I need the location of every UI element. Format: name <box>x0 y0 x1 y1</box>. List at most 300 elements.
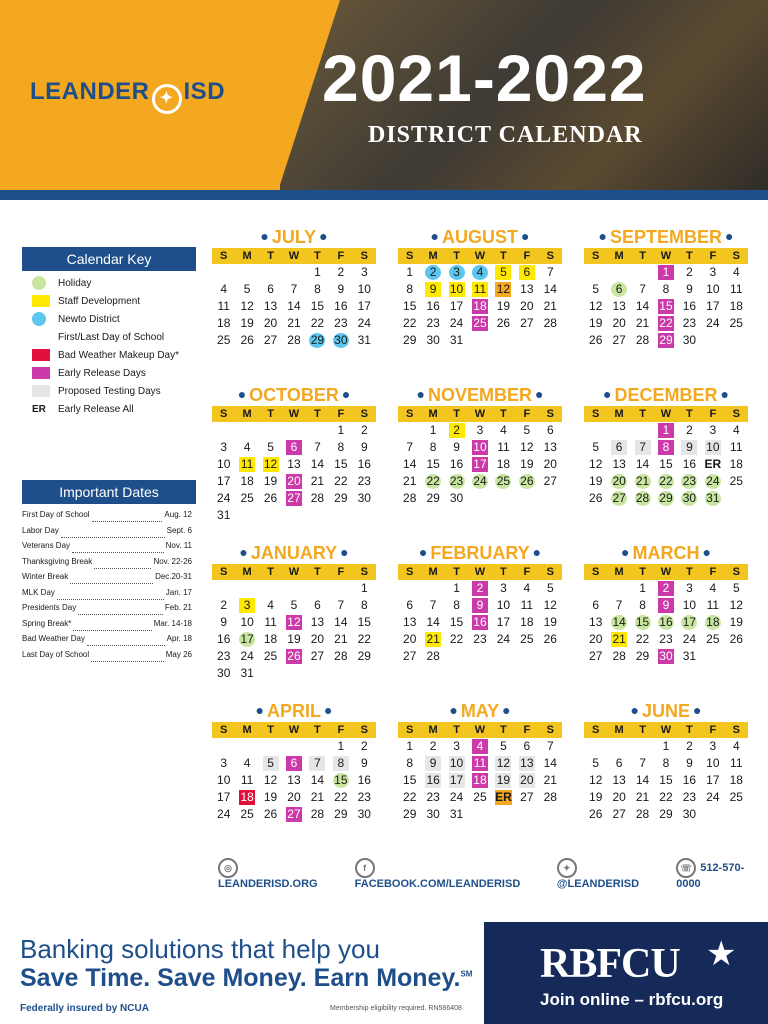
day-cell <box>398 738 421 755</box>
weekday-label: F <box>709 408 717 420</box>
day-cell <box>445 490 468 507</box>
day-number: 1 <box>337 739 345 753</box>
day-cell <box>515 631 538 648</box>
day-cell <box>539 264 562 281</box>
month-august <box>398 224 562 349</box>
day-cell <box>398 281 421 298</box>
bullet-icon: ● <box>255 702 264 718</box>
day-cell <box>584 755 607 772</box>
important-date-value: Sept. 6 <box>166 525 192 535</box>
day-number: 27 <box>520 790 534 804</box>
weekday-label: T <box>314 408 321 420</box>
day-number: 7 <box>337 598 345 612</box>
day-cell <box>515 473 538 490</box>
day-cell <box>701 422 724 439</box>
day-number: 8 <box>662 756 670 770</box>
day-number: 9 <box>681 440 697 455</box>
weekday-label: W <box>288 724 300 736</box>
day-cell <box>306 772 329 789</box>
day-number: 4 <box>732 423 740 437</box>
day-cell <box>212 281 235 298</box>
day-number: 8 <box>406 282 414 296</box>
day-cell <box>515 580 538 597</box>
weekday-label: S <box>732 408 740 420</box>
weekday-label: S <box>406 408 414 420</box>
day-cell <box>329 281 352 298</box>
weekday-label: M <box>242 724 252 736</box>
day-cell <box>654 580 677 597</box>
day-number: 24 <box>217 491 231 505</box>
day-number: 5 <box>592 756 600 770</box>
calendar-key-item <box>32 365 146 381</box>
day-number: 31 <box>217 508 231 522</box>
weekday-header <box>584 248 748 264</box>
month-title: ● OCTOBER ● <box>237 385 351 405</box>
day-number: 30 <box>357 807 371 821</box>
day-number: 15 <box>334 457 348 471</box>
day-cell <box>584 332 607 349</box>
day-cell <box>492 789 515 806</box>
day-cell <box>607 806 630 823</box>
day-cell <box>539 738 562 755</box>
day-number: 3 <box>360 265 368 279</box>
day-number: 26 <box>589 333 603 347</box>
day-cell <box>678 806 701 823</box>
day-cell <box>607 755 630 772</box>
weekday-label: T <box>453 250 460 262</box>
leader-dots <box>61 526 165 538</box>
day-cell <box>235 665 258 682</box>
day-number: 6 <box>546 423 554 437</box>
ad-insured-note: Federally insured by NCUA <box>20 1003 149 1014</box>
weekday-label: S <box>592 724 600 736</box>
weekday-label: F <box>337 566 345 578</box>
weekday-label: S <box>360 408 368 420</box>
day-number: 2 <box>472 581 488 596</box>
weekday-label: S <box>592 408 600 420</box>
day-cell <box>235 490 258 507</box>
day-number: 30 <box>659 649 673 663</box>
weekday-label: F <box>709 566 717 578</box>
weekday-label: T <box>500 724 507 736</box>
day-cell <box>235 298 258 315</box>
important-date-label: First Day of School <box>22 510 90 519</box>
weekday-label: T <box>453 724 460 736</box>
day-number: 17 <box>449 299 464 313</box>
day-number: 2 <box>658 581 674 596</box>
day-cell <box>398 264 421 281</box>
day-number: 10 <box>217 773 231 787</box>
day-cell <box>631 439 654 456</box>
website-link[interactable]: ◎LEANDERISD.ORG <box>218 858 341 890</box>
day-cell <box>421 648 444 665</box>
day-cell <box>607 281 630 298</box>
day-cell <box>515 755 538 772</box>
day-number: 17 <box>217 474 231 488</box>
important-date-value: Jan. 17 <box>165 587 192 597</box>
day-number: 27 <box>612 333 626 347</box>
ad-eligibility-note: Membership eligibility required. RN586408 <box>330 1005 462 1012</box>
day-cell <box>515 614 538 631</box>
day-number: 15 <box>357 615 371 629</box>
day-number: 18 <box>729 773 743 787</box>
important-date-value: May 26 <box>165 649 192 659</box>
month-title: ● FEBRUARY ● <box>418 543 542 563</box>
day-number: 4 <box>732 739 740 753</box>
day-cell <box>492 422 515 439</box>
day-number: 7 <box>639 756 646 770</box>
day-cell <box>468 281 491 298</box>
day-cell <box>421 473 444 490</box>
facebook-link[interactable]: fFACEBOOK.COM/LEANDERISD <box>355 858 543 890</box>
day-number: 18 <box>729 457 743 471</box>
day-number: 19 <box>496 773 511 787</box>
day-cell <box>607 473 630 490</box>
day-number: 21 <box>334 632 348 646</box>
day-cell <box>539 755 562 772</box>
day-cell <box>584 806 607 823</box>
weekday-label: S <box>406 566 414 578</box>
day-number: 18 <box>240 790 254 804</box>
day-cell <box>282 614 305 631</box>
month-may <box>398 698 562 823</box>
month-september <box>584 224 748 349</box>
day-cell <box>515 281 538 298</box>
day-cell <box>282 648 305 665</box>
month-january <box>212 540 376 682</box>
day-cell <box>725 456 748 473</box>
day-number: 11 <box>240 457 254 471</box>
day-cell <box>212 298 235 315</box>
empty-cell <box>584 422 607 439</box>
day-cell <box>282 456 305 473</box>
day-number: 23 <box>682 790 697 804</box>
month-june <box>584 698 748 823</box>
day-cell <box>235 439 258 456</box>
important-date-value: Nov. 11 <box>165 541 192 550</box>
day-cell <box>353 806 376 823</box>
day-number: 6 <box>523 739 531 753</box>
day-cell <box>398 772 421 789</box>
calendar-key-title: Calendar Key <box>22 247 196 271</box>
day-cell <box>678 772 701 789</box>
important-date-value: Dec.20-31 <box>155 572 192 581</box>
day-cell <box>235 755 258 772</box>
day-cell <box>329 648 352 665</box>
day-cell <box>468 789 491 806</box>
day-number: 28 <box>543 790 557 804</box>
empty-cell <box>212 264 235 281</box>
day-cell <box>725 315 748 332</box>
twitter-link[interactable]: ✦@LEANDERISD <box>557 858 662 890</box>
bullet-icon: ● <box>449 702 458 718</box>
calendar-key-item <box>32 311 120 327</box>
day-cell <box>515 772 538 789</box>
day-cell <box>584 456 607 473</box>
empty-cell <box>631 738 654 755</box>
rbfcu-brand-box[interactable] <box>484 922 768 1024</box>
day-cell <box>539 422 562 439</box>
day-cell <box>445 597 468 614</box>
day-cell <box>259 755 282 772</box>
day-cell <box>607 315 630 332</box>
leader-dots <box>91 650 164 662</box>
bullet-icon: ● <box>260 228 269 244</box>
weekday-label: T <box>267 250 274 262</box>
day-cell <box>282 281 305 298</box>
header-banner <box>0 0 768 192</box>
day-number: 15 <box>635 615 650 629</box>
day-grid <box>212 422 376 524</box>
day-cell <box>235 648 258 665</box>
day-cell <box>259 315 282 332</box>
day-number: 17 <box>706 773 720 787</box>
weekday-label: T <box>314 250 321 262</box>
day-cell <box>398 439 421 456</box>
calendar-key-label: Early Release All <box>58 403 134 415</box>
day-cell <box>235 806 258 823</box>
important-date-label: Last Day of School <box>22 649 90 659</box>
day-cell <box>306 806 329 823</box>
day-number: 5 <box>732 581 740 595</box>
day-cell <box>353 631 376 648</box>
day-number: 8 <box>360 598 368 612</box>
day-cell <box>701 614 724 631</box>
day-cell <box>421 332 444 349</box>
day-number: 22 <box>659 474 673 488</box>
day-number: 10 <box>240 615 254 629</box>
day-number: 24 <box>496 632 511 646</box>
day-cell <box>398 789 421 806</box>
day-cell <box>212 473 235 490</box>
day-number: 13 <box>310 615 325 629</box>
day-number: 18 <box>706 615 720 629</box>
day-cell <box>515 439 538 456</box>
weekday-label: T <box>639 408 646 420</box>
day-cell <box>631 315 654 332</box>
day-number: 4 <box>220 282 228 296</box>
day-cell <box>421 614 444 631</box>
day-number: 7 <box>309 756 325 771</box>
phone-link[interactable]: ☏ 512-570-0000 <box>676 858 768 890</box>
day-cell <box>631 806 654 823</box>
day-cell <box>306 490 329 507</box>
day-number: 12 <box>589 457 603 471</box>
important-date-value: Apr. 18 <box>166 634 192 643</box>
bullet-icon: ● <box>603 386 612 402</box>
day-cell <box>678 422 701 439</box>
day-number: 14 <box>543 282 557 296</box>
day-number: 15 <box>403 773 417 787</box>
day-cell <box>631 631 654 648</box>
month-title: ● APRIL ● <box>255 701 333 721</box>
day-cell <box>468 456 491 473</box>
day-cell <box>212 665 235 682</box>
day-cell <box>353 580 376 597</box>
facebook-icon: f <box>355 858 375 878</box>
day-cell <box>678 315 701 332</box>
day-cell <box>398 456 421 473</box>
day-cell <box>539 580 562 597</box>
day-number: 24 <box>706 316 720 330</box>
day-number: 11 <box>730 756 743 770</box>
weekday-label: S <box>360 566 368 578</box>
day-cell <box>725 298 748 315</box>
day-number: 12 <box>543 598 557 612</box>
important-date-row <box>22 650 192 666</box>
day-number: 18 <box>729 299 743 313</box>
day-number: 19 <box>589 790 603 804</box>
important-date-row <box>22 634 192 650</box>
bullet-icon: ● <box>430 228 439 244</box>
day-cell <box>353 456 376 473</box>
weekday-label: S <box>220 724 228 736</box>
day-number: 26 <box>240 333 254 347</box>
day-number: 1 <box>662 739 670 753</box>
day-cell <box>539 473 562 490</box>
day-number: 13 <box>520 282 534 296</box>
day-number: 4 <box>472 739 488 754</box>
day-number: 14 <box>635 773 650 787</box>
day-number: 21 <box>635 790 650 804</box>
key-swatch-early <box>32 367 50 379</box>
day-cell <box>421 315 444 332</box>
day-number: 19 <box>240 316 254 330</box>
day-cell <box>725 772 748 789</box>
day-cell <box>607 614 630 631</box>
day-cell <box>654 298 677 315</box>
day-cell <box>468 755 491 772</box>
bullet-icon: ● <box>720 386 729 402</box>
calendar-key-label: Holiday <box>58 277 92 289</box>
day-cell <box>539 298 562 315</box>
day-cell <box>654 456 677 473</box>
day-cell <box>212 332 235 349</box>
day-number: 1 <box>360 581 368 595</box>
day-number: 16 <box>357 773 371 787</box>
day-cell <box>445 806 468 823</box>
weekday-label: W <box>660 566 672 578</box>
day-cell <box>654 806 677 823</box>
day-cell <box>631 772 654 789</box>
day-cell <box>701 298 724 315</box>
day-cell <box>445 281 468 298</box>
month-march <box>584 540 748 665</box>
day-cell <box>725 580 748 597</box>
day-cell <box>282 490 305 507</box>
important-date-label: Winter Break <box>22 572 69 581</box>
bullet-icon: ● <box>725 228 734 244</box>
rbfcu-advertisement[interactable] <box>0 922 768 1024</box>
day-cell <box>678 281 701 298</box>
day-cell <box>678 298 701 315</box>
day-cell <box>259 490 282 507</box>
day-cell <box>329 738 352 755</box>
important-date-value: Feb. 21 <box>164 603 192 612</box>
weekday-label: M <box>614 566 624 578</box>
day-number: 8 <box>658 440 674 455</box>
important-dates-title: Important Dates <box>22 480 196 504</box>
day-number: 19 <box>589 474 603 488</box>
day-number: 9 <box>472 598 488 613</box>
day-number: 25 <box>263 649 278 663</box>
day-cell <box>654 614 677 631</box>
day-cell <box>212 507 235 524</box>
empty-cell <box>306 738 329 755</box>
day-number: 29 <box>403 807 417 821</box>
day-cell <box>725 597 748 614</box>
day-cell <box>678 631 701 648</box>
day-number: 28 <box>635 491 650 505</box>
day-cell <box>515 789 538 806</box>
day-number: 22 <box>310 316 325 330</box>
day-cell <box>654 315 677 332</box>
day-number: 14 <box>612 615 626 629</box>
month-title: ● JUNE ● <box>630 701 702 721</box>
bullet-icon: ● <box>702 544 711 560</box>
day-cell <box>468 264 491 281</box>
key-swatch-testing <box>32 385 50 397</box>
day-number: 15 <box>659 773 673 787</box>
day-cell <box>212 597 235 614</box>
day-number: 8 <box>429 440 437 454</box>
day-cell <box>701 264 724 281</box>
day-number: 22 <box>426 474 440 488</box>
weekday-label: T <box>267 408 274 420</box>
day-number: 21 <box>635 474 650 488</box>
day-cell <box>329 806 352 823</box>
bullet-icon: ● <box>239 544 248 560</box>
day-number: 28 <box>426 649 440 663</box>
day-cell <box>584 315 607 332</box>
day-number: 3 <box>220 756 228 770</box>
day-number: 10 <box>449 282 464 296</box>
day-cell <box>306 264 329 281</box>
day-cell <box>421 755 444 772</box>
calendar-key-item <box>32 293 140 309</box>
day-number: 16 <box>334 299 348 313</box>
day-cell <box>282 772 305 789</box>
day-number: 6 <box>314 598 321 612</box>
join-online-link[interactable]: Join online – rbfcu.org <box>540 990 724 1009</box>
weekday-header <box>398 406 562 422</box>
day-cell <box>212 789 235 806</box>
day-number: 13 <box>287 457 301 471</box>
day-cell <box>259 332 282 349</box>
leader-dots <box>73 619 151 631</box>
header-stripe <box>0 190 768 200</box>
day-cell <box>631 281 654 298</box>
day-number: 16 <box>426 299 440 313</box>
day-cell <box>329 315 352 332</box>
day-cell <box>212 614 235 631</box>
day-number: 10 <box>706 282 720 296</box>
day-cell <box>701 439 724 456</box>
day-number: 31 <box>357 333 371 347</box>
empty-cell <box>607 422 630 439</box>
day-cell <box>654 422 677 439</box>
month-title: ● MAY ● <box>449 701 511 721</box>
key-swatch-er: ER <box>32 403 46 415</box>
day-cell <box>631 789 654 806</box>
day-number: 12 <box>729 598 743 612</box>
weekday-label: T <box>500 408 507 420</box>
day-number: 29 <box>334 807 348 821</box>
day-number: 12 <box>240 299 254 313</box>
day-cell <box>654 631 677 648</box>
important-date-row <box>22 603 192 619</box>
day-cell <box>631 614 654 631</box>
